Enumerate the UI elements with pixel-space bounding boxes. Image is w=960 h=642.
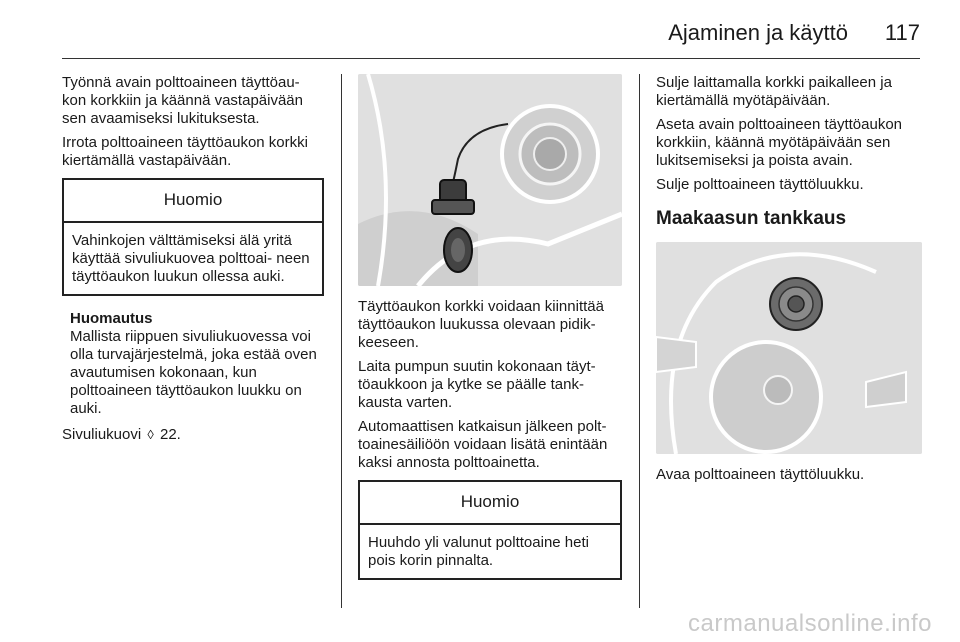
page-number: 117: [884, 20, 920, 45]
cng-filler-illustration: [656, 242, 922, 454]
fuel-cap-holder-illustration: [358, 74, 622, 286]
section-heading-cng: Maakaasun tankkaus: [656, 208, 847, 229]
column-3: [656, 74, 922, 490]
caution-title-2: Huomio: [360, 482, 620, 525]
caution-box-2: [358, 480, 622, 580]
reference-page: 22.: [160, 426, 181, 443]
paragraph-insert-nozzle: Laita pumpun suutin kokonaan täyt- töaukkoon ja kytke se päälle tank- kausta varten.: [358, 358, 596, 411]
caution-box: [62, 178, 324, 296]
column-divider-1: [341, 74, 342, 608]
paragraph-auto-shutoff: Automaattisen katkaisun jälkeen polt- toainesäiliöön voidaan lisätä enintään kaksi annosta polttoainetta.: [358, 418, 608, 471]
paragraph-close-flap: Sulje polttoaineen täyttöluukku.: [656, 176, 864, 193]
column-1: [62, 74, 324, 450]
caution-text-2: Huuhdo yli valunut polttoaine heti pois korin pinnalta.: [368, 534, 589, 569]
cross-reference[interactable]: [62, 426, 324, 444]
caution-title: Huomio: [64, 180, 322, 223]
note-block: [70, 310, 324, 418]
paragraph-lock-cap: Aseta avain polttoaineen täyttöaukon korkkiin, käännä myötäpäivään sen lukitsemiseksi ja poista avain.: [656, 116, 903, 169]
reference-label: Sivuliukuovi: [62, 426, 142, 443]
note-text: Mallista riippuen sivuliukuovessa voi olla turvajärjestelmä, joka estää oven avautumisen kokonaan, kun polttoaineen täyttöaukon luukku on auki.: [70, 328, 317, 417]
header-title: Ajaminen ja käyttö: [668, 20, 848, 45]
caution-text: Vahinkojen välttämiseksi älä yritä käyttää sivuliukuovea polttoai- neen täyttöaukon luukun ollessa auki.: [72, 232, 310, 285]
watermark: carmanualsonline.info: [688, 610, 932, 637]
column-2: [358, 74, 622, 580]
paragraph-cap-holder: Täyttöaukon korkki voidaan kiinnittää täyttöaukon luukussa olevaan pidik- keeseen.: [358, 298, 604, 351]
note-title: Huomautus: [70, 310, 153, 327]
paragraph-remove-cap: Irrota polttoaineen täyttöaukon korkki kiertämällä vastapäivään.: [62, 134, 308, 169]
paragraph-unlock-cap: Työnnä avain polttoaineen täyttöau- kon korkkiin ja käännä vastapäivään sen avaamiseksi lukituksesta.: [62, 74, 303, 127]
header-divider: [62, 58, 920, 59]
reference-arrow-icon: ◊: [147, 427, 154, 442]
paragraph-open-flap: Avaa polttoaineen täyttöluukku.: [656, 466, 865, 483]
page-header: [62, 18, 920, 58]
column-divider-2: [639, 74, 640, 608]
paragraph-close-cap: Sulje laittamalla korkki paikalleen ja kiertämällä myötäpäivään.: [656, 74, 892, 109]
